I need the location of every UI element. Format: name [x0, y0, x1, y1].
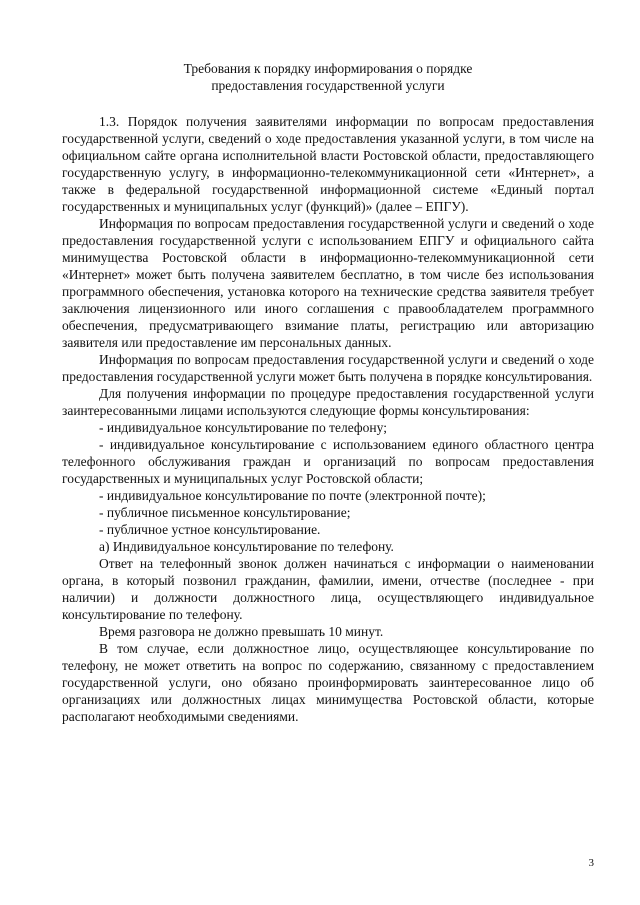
list-item-call-center: - индивидуальное консультирование с использованием единого областного центра телефонного обслуживания граждан и организаций по вопросам предоставления государственных и муниципальных услуг Ростовской области;: [62, 437, 594, 486]
list-item-mail: - индивидуальное консультирование по почте (электронной почте);: [99, 488, 486, 503]
document-body: [62, 113, 594, 725]
subheading-phone-consulting: а) Индивидуальное консультирование по телефону.: [99, 539, 394, 554]
list-item-phone: - индивидуальное консультирование по телефону;: [99, 420, 387, 435]
title-line-2: предоставления государственной услуги: [211, 78, 445, 93]
paragraph-redirect: В том случае, если должностное лицо, осуществляющее консультирование по телефону, не может ответить на вопрос по содержанию, связанному с предоставлением государственной услуги, оно обязано проинформировать заинтересованное лицо об организациях или должностных лицах минимущества Ростовской области, которые располагают необходимыми сведениями.: [62, 641, 594, 724]
paragraph-call-answer: Ответ на телефонный звонок должен начинаться с информации о наименовании органа, в который позвонил гражданин, фамилии, имени, отчестве (последнее - при наличии) и должности должностного лица, осуществляющего индивидуальное консультирование по телефону.: [62, 556, 594, 622]
paragraph-consulting: Информация по вопросам предоставления государственной услуги и сведений о ходе предоставления государственной услуги может быть получена в порядке консультирования.: [62, 352, 594, 384]
paragraph-consulting-forms: Для получения информации по процедуре предоставления государственной услуги заинтересованными лицами используются следующие формы консультирования:: [62, 386, 594, 418]
document-title: [62, 60, 594, 94]
list-item-public-oral: - публичное устное консультирование.: [99, 522, 321, 537]
title-line-1: Требования к порядку информирования о порядке: [183, 61, 473, 76]
paragraph-info-epgu: Информация по вопросам предоставления государственной услуги и сведений о ходе предоставления государственной услуги с использованием ЕПГУ и официального сайта минимущества Ростовской области в информационно-телекоммуникационной сети «Интернет» может быть получена заявителем бесплатно, в том числе без использования программного обеспечения, установка которого на технические средства заявителя требует заключения лицензионного или иного соглашения с правообладателем программного обеспечения, предусматривающего взимание платы, регистрацию или авторизацию заявителя или предоставление им персональных данных.: [62, 216, 594, 350]
page-number: 3: [588, 857, 594, 869]
paragraph-call-duration: Время разговора не должно превышать 10 минут.: [99, 624, 384, 639]
paragraph-1-3-intro: 1.3. Порядок получения заявителями информации по вопросам предоставления государственной услуги, сведений о ходе предоставления указанной услуги, в том числе на официальном сайте органа исполнительной власти Ростовской области, предоставляющего государственную услугу, в информационно-телекоммуникационной сети «Интернет», а также в федеральной государственной информационной системе «Единый портал государственных и муниципальных услуг (функций)» (далее – ЕПГУ).: [62, 114, 594, 214]
list-item-public-written: - публичное письменное консультирование;: [99, 505, 351, 520]
